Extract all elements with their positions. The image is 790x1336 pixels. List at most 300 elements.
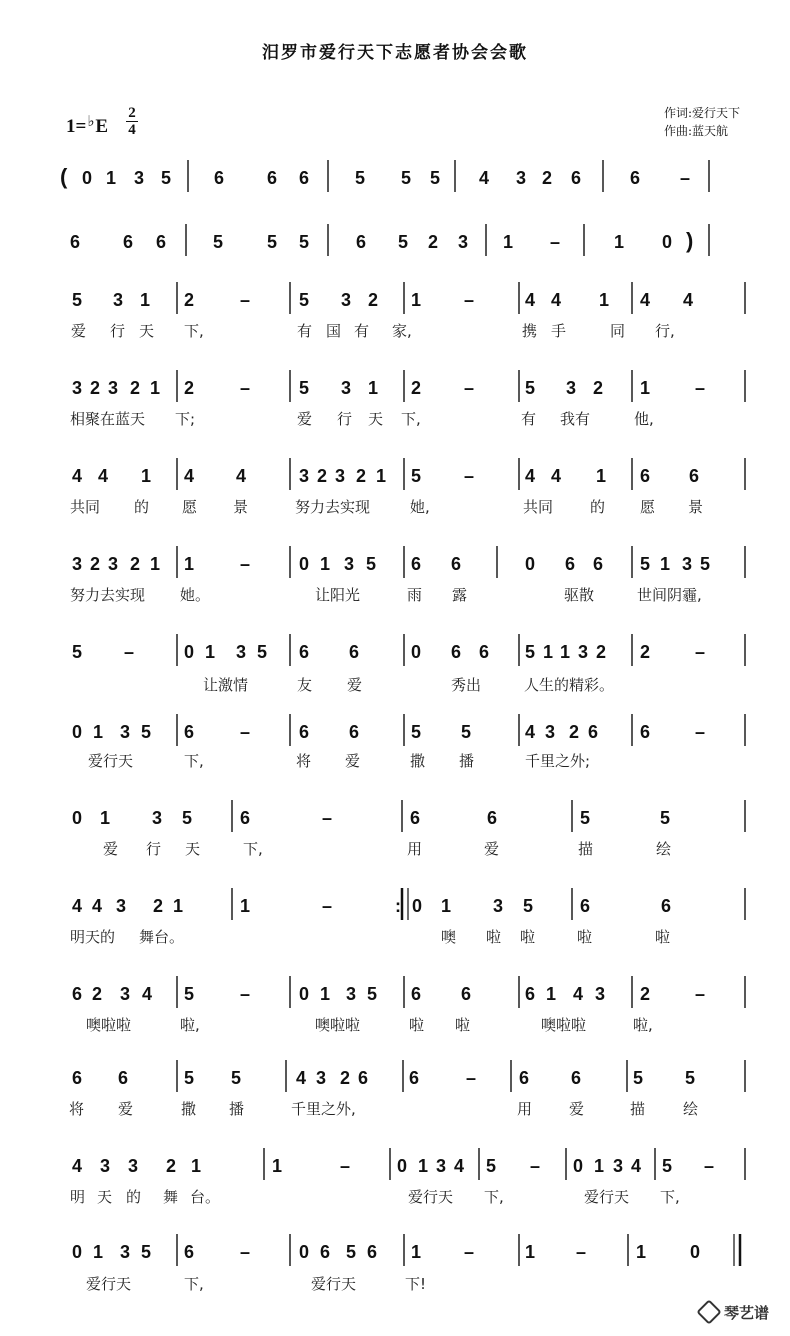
notation-svg (0, 224, 790, 284)
note: 6 (411, 554, 422, 574)
lyric-syllable: 爱 (347, 676, 363, 694)
note: 4 (525, 466, 536, 486)
lyric-syllable: 啦 (655, 928, 671, 946)
note: 0 (72, 722, 83, 742)
lyric-syllable: 撒 (181, 1100, 197, 1118)
lyric-syllable: 努力去实现 (70, 586, 146, 604)
note: 1 (636, 1242, 647, 1262)
lyric-syllable: 噢 (441, 928, 457, 946)
lyric-syllable: 爱行天 (88, 752, 134, 770)
note: 0 (299, 1242, 310, 1262)
note: 5 (184, 984, 195, 1004)
note: 5 (525, 642, 536, 662)
lyric-syllable: 绘 (683, 1100, 699, 1118)
note: 5 (461, 722, 472, 742)
lyric-syllable: 撒 (410, 752, 426, 770)
note: 3 (341, 290, 352, 310)
lyric-syllable: 爱行天 (408, 1188, 454, 1206)
notation-svg (0, 458, 790, 518)
note: 4 (72, 466, 83, 486)
lyric-syllable: 天 (139, 322, 155, 340)
lyric-syllable: 噢啦啦 (86, 1016, 132, 1034)
lyric-syllable: 携 (522, 322, 538, 340)
note: 6 (299, 642, 310, 662)
note: 5 (72, 642, 83, 662)
note: 4 (573, 984, 584, 1004)
time-signature-top: 2 (128, 105, 136, 121)
note: 6 (487, 808, 498, 828)
lyric-syllable: 啦 (520, 928, 536, 946)
time-signature (126, 105, 138, 138)
lyric-syllable: 秀出 (451, 676, 482, 694)
lyric-syllable: 播 (229, 1100, 245, 1118)
lyric-syllable: 行, (655, 322, 675, 340)
note: 3 (113, 290, 124, 310)
key-signature (66, 112, 108, 138)
lyric-syllable: 千里之外; (525, 752, 591, 770)
note: 4 (551, 466, 562, 486)
note: 0 (82, 168, 93, 188)
note: 6 (565, 554, 576, 574)
note: 3 (116, 896, 127, 916)
dash-note: – (124, 642, 135, 662)
note: 0 (184, 642, 195, 662)
song-title: 汨罗市爱行天下志愿者协会会歌 (262, 43, 528, 63)
note: 3 (108, 378, 119, 398)
composer-credit: 作曲:蓝天航 (664, 124, 729, 138)
note: 1 (594, 1156, 605, 1176)
note: 6 (640, 722, 651, 742)
note: 6 (240, 808, 251, 828)
note: 1 (503, 232, 514, 252)
note: 1 (376, 466, 387, 486)
note: 5 (401, 168, 412, 188)
note: 3 (493, 896, 504, 916)
note: 6 (451, 554, 462, 574)
dash-note: – (322, 808, 333, 828)
note: 2 (90, 554, 101, 574)
note: 6 (214, 168, 225, 188)
note: 6 (184, 1242, 195, 1262)
note: 1 (320, 554, 331, 574)
note: 0 (690, 1242, 701, 1262)
note: 5 (267, 232, 278, 252)
lyric-syllable: 有 (297, 322, 313, 340)
note: 6 (123, 232, 134, 252)
lyric-syllable: 愿 (182, 498, 198, 516)
note: 6 (525, 984, 536, 1004)
note: 1 (191, 1156, 202, 1176)
note: 4 (72, 1156, 83, 1176)
lyric-syllable: 的 (134, 498, 150, 516)
note: 1 (368, 378, 379, 398)
lyric-syllable: 明 (70, 1188, 86, 1206)
note: 3 (436, 1156, 447, 1176)
lyric-syllable: 天 (185, 840, 201, 858)
note: 1 (100, 808, 111, 828)
dash-note: – (530, 1156, 541, 1176)
lyric-syllable: 让激情 (203, 676, 249, 694)
note: 1 (599, 290, 610, 310)
dash-note: – (695, 984, 706, 1004)
note: 1 (240, 896, 251, 916)
lyric-syllable: 噢啦啦 (541, 1016, 587, 1034)
note: 1 (150, 554, 161, 574)
lyric-syllable: 下, (184, 1275, 204, 1293)
lyric-syllable: 用 (517, 1100, 533, 1118)
note: 5 (182, 808, 193, 828)
note: 2 (640, 984, 651, 1004)
lyric-syllable: 露 (452, 586, 468, 604)
lyric-syllable: 雨 (407, 586, 423, 604)
note: 0 (412, 896, 423, 916)
notation-svg (0, 888, 790, 948)
note: 1 (106, 168, 117, 188)
note: 1 (93, 722, 104, 742)
lyric-syllable: 共同 (70, 498, 101, 516)
note: 5 (685, 1068, 696, 1088)
note: 6 (349, 722, 360, 742)
note: 0 (525, 554, 536, 574)
lyric-syllable: 明天的 (70, 928, 116, 946)
note: 3 (128, 1156, 139, 1176)
note: 3 (335, 466, 346, 486)
note: 2 (411, 378, 422, 398)
notation-system (0, 160, 790, 220)
note: 6 (118, 1068, 129, 1088)
lyric-syllable: 行 (110, 322, 126, 340)
note: 2 (92, 984, 103, 1004)
note: 6 (451, 642, 462, 662)
note: 2 (184, 378, 195, 398)
note: 1 (560, 642, 571, 662)
note: 0 (573, 1156, 584, 1176)
note: 5 (72, 290, 83, 310)
lyric-syllable: 爱 (103, 840, 119, 858)
dash-note: – (340, 1156, 351, 1176)
note: 1 (546, 984, 557, 1004)
lyric-syllable: 啦 (577, 928, 593, 946)
note: 5 (411, 722, 422, 742)
note: 5 (640, 554, 651, 574)
lyric-syllable: 描 (578, 840, 594, 858)
note: ) (686, 228, 694, 253)
note: 5 (299, 290, 310, 310)
lyric-syllable: 下, (184, 322, 204, 340)
note: 0 (72, 808, 83, 828)
note: 1 (411, 290, 422, 310)
dash-note: – (240, 1242, 251, 1262)
dash-note: – (240, 378, 251, 398)
watermark-text: 琴艺谱 (724, 1304, 770, 1322)
note: 1 (272, 1156, 283, 1176)
lyric-syllable: 家, (392, 322, 412, 340)
note: 6 (461, 984, 472, 1004)
note: 4 (296, 1068, 307, 1088)
lyric-syllable: 舞 (163, 1188, 179, 1206)
lyric-syllable: 爱行天 (86, 1275, 132, 1293)
note: 1 (411, 1242, 422, 1262)
note: 4 (525, 722, 536, 742)
lyric-syllable: 下, (484, 1188, 504, 1206)
note: 6 (689, 466, 700, 486)
note: 5 (700, 554, 711, 574)
lyric-syllable: 愿 (640, 498, 656, 516)
note: 6 (571, 1068, 582, 1088)
note: 3 (545, 722, 556, 742)
lyric-syllable: 下, (243, 840, 263, 858)
note: 5 (299, 232, 310, 252)
note: 5 (662, 1156, 673, 1176)
note: 0 (299, 984, 310, 1004)
lyric-syllable: 台。 (190, 1188, 221, 1206)
lyric-syllable: 下! (405, 1275, 427, 1293)
note: 5 (346, 1242, 357, 1262)
lyric-syllable: 国 (326, 322, 342, 340)
note: 2 (593, 378, 604, 398)
note: 1 (93, 1242, 104, 1262)
notation-system (0, 634, 790, 694)
time-signature-bottom: 4 (128, 122, 136, 138)
dash-note: – (240, 554, 251, 574)
note: 5 (580, 808, 591, 828)
note: 3 (72, 378, 83, 398)
note: 1 (150, 378, 161, 398)
note: 1 (418, 1156, 429, 1176)
note: 6 (593, 554, 604, 574)
note: 4 (525, 290, 536, 310)
note: 1 (596, 466, 607, 486)
note: 6 (72, 1068, 83, 1088)
lyric-syllable: 有 (354, 322, 370, 340)
notation-svg (0, 634, 790, 694)
notation-system (0, 800, 790, 860)
lyric-syllable: 啦 (486, 928, 502, 946)
note: 6 (410, 808, 421, 828)
lyric-syllable: 努力去实现 (295, 498, 371, 516)
key-prefix: 1= (66, 116, 87, 137)
note: 6 (358, 1068, 369, 1088)
dash-note: – (576, 1242, 587, 1262)
note: 5 (660, 808, 671, 828)
lyric-syllable: 人生的精彩。 (524, 676, 615, 694)
dash-note: – (240, 290, 251, 310)
note: 5 (299, 378, 310, 398)
note: 2 (640, 642, 651, 662)
dash-note: – (464, 290, 475, 310)
lyric-syllable: 将 (69, 1100, 85, 1118)
note: 4 (640, 290, 651, 310)
note: 5 (213, 232, 224, 252)
note: 6 (479, 642, 490, 662)
note: 3 (346, 984, 357, 1004)
lyric-syllable: 将 (296, 752, 312, 770)
note: 6 (640, 466, 651, 486)
note: 1 (205, 642, 216, 662)
note: 3 (682, 554, 693, 574)
lyric-syllable: 下, (184, 752, 204, 770)
note: 2 (569, 722, 580, 742)
note: 1 (640, 378, 651, 398)
note: 3 (344, 554, 355, 574)
note: 3 (236, 642, 247, 662)
dash-note: – (240, 984, 251, 1004)
lyric-syllable: 用 (407, 840, 423, 858)
lyric-syllable: 的 (126, 1188, 142, 1206)
note: 3 (566, 378, 577, 398)
note: 2 (130, 554, 141, 574)
lyric-syllable: 爱 (118, 1100, 134, 1118)
note: 1 (614, 232, 625, 252)
note: 5 (141, 722, 152, 742)
lyric-syllable: 爱 (71, 322, 87, 340)
watermark-logo (700, 1302, 769, 1323)
lyric-syllable: 舞台。 (139, 928, 185, 946)
note: 0 (299, 554, 310, 574)
dash-note: – (704, 1156, 715, 1176)
note: 6 (299, 722, 310, 742)
lyric-syllable: 播 (459, 752, 475, 770)
lyric-syllable: 行 (146, 840, 162, 858)
note: 5 (411, 466, 422, 486)
note: 0 (397, 1156, 408, 1176)
lyric-syllable: 相聚在蓝天 (70, 410, 146, 428)
lyric-syllable: 爱 (484, 840, 500, 858)
dash-note: – (680, 168, 691, 188)
note: 6 (367, 1242, 378, 1262)
note: 5 (633, 1068, 644, 1088)
lyric-syllable: 我有 (560, 410, 591, 428)
note: 1 (320, 984, 331, 1004)
note: 3 (134, 168, 145, 188)
notation-svg (0, 800, 790, 860)
note: 6 (267, 168, 278, 188)
note: 6 (320, 1242, 331, 1262)
note: 2 (356, 466, 367, 486)
lyric-syllable: 下; (175, 410, 196, 428)
lyric-syllable: 友 (297, 676, 313, 694)
note: 2 (340, 1068, 351, 1088)
note: 5 (257, 642, 268, 662)
note: 6 (184, 722, 195, 742)
note: 2 (153, 896, 164, 916)
lyric-syllable: 爱 (569, 1100, 585, 1118)
dash-note: – (695, 722, 706, 742)
lyric-syllable: 行 (337, 410, 353, 428)
lyric-syllable: 天 (97, 1188, 113, 1206)
note: 6 (356, 232, 367, 252)
note: 3 (458, 232, 469, 252)
lyric-syllable: 爱行天 (311, 1275, 357, 1293)
lyric-syllable: 下, (660, 1188, 680, 1206)
note: 2 (542, 168, 553, 188)
logo-icon (696, 1299, 721, 1324)
note: 3 (299, 466, 310, 486)
lyric-syllable: 她, (410, 498, 430, 516)
note: 6 (661, 896, 672, 916)
lyric-syllable: 景 (688, 498, 704, 516)
note: 1 (173, 896, 184, 916)
note: : (395, 896, 401, 916)
lyric-syllable: 世间阴霾, (637, 586, 702, 604)
note: 1 (543, 642, 554, 662)
dash-note: – (464, 378, 475, 398)
lyric-syllable: 啦 (409, 1016, 425, 1034)
note: 5 (231, 1068, 242, 1088)
note: 1 (660, 554, 671, 574)
lyric-syllable: 爱 (297, 410, 313, 428)
note: 0 (411, 642, 422, 662)
lyric-syllable: 驱散 (564, 586, 595, 604)
note: 2 (428, 232, 439, 252)
lyric-syllable: 下, (401, 410, 421, 428)
lyric-syllable: 让阳光 (315, 586, 361, 604)
lyric-syllable: 啦, (633, 1016, 653, 1034)
note: 0 (72, 1242, 83, 1262)
lyric-syllable: 手 (551, 322, 567, 340)
dash-note: – (322, 896, 333, 916)
note: 5 (161, 168, 172, 188)
note: 6 (349, 642, 360, 662)
note: 6 (409, 1068, 420, 1088)
note: 4 (142, 984, 153, 1004)
note: 3 (316, 1068, 327, 1088)
lyric-syllable: 她。 (180, 586, 211, 604)
note: 6 (519, 1068, 530, 1088)
note: 2 (184, 290, 195, 310)
lyric-syllable: 共同 (523, 498, 554, 516)
lyric-syllable: 爱行天 (584, 1188, 630, 1206)
notation-system (0, 458, 790, 518)
lyric-syllable: 啦 (455, 1016, 471, 1034)
note: 5 (355, 168, 366, 188)
note: 4 (236, 466, 247, 486)
note: 5 (523, 896, 534, 916)
note: 2 (166, 1156, 177, 1176)
notation-system (0, 224, 790, 284)
dash-note: – (464, 466, 475, 486)
note: 4 (479, 168, 490, 188)
note: 6 (411, 984, 422, 1004)
note: 2 (130, 378, 141, 398)
note: 6 (571, 168, 582, 188)
note: 1 (441, 896, 452, 916)
note: 6 (630, 168, 641, 188)
note: 0 (662, 232, 673, 252)
note: 3 (341, 378, 352, 398)
flat-sign: ♭ (87, 114, 95, 130)
note: 6 (299, 168, 310, 188)
lyric-syllable: 天 (368, 410, 384, 428)
note: 4 (551, 290, 562, 310)
note: 5 (367, 984, 378, 1004)
note: 3 (152, 808, 163, 828)
note: 5 (525, 378, 536, 398)
note: 1 (140, 290, 151, 310)
notation-system (0, 888, 790, 948)
notation-svg (0, 160, 790, 220)
dash-note: – (464, 1242, 475, 1262)
dash-note: – (240, 722, 251, 742)
lyric-syllable: 千里之外, (291, 1100, 356, 1118)
note: 3 (120, 1242, 131, 1262)
note: 6 (588, 722, 599, 742)
note: 4 (184, 466, 195, 486)
note: 3 (100, 1156, 111, 1176)
dash-note: – (695, 642, 706, 662)
lyric-syllable: 爱 (345, 752, 361, 770)
note: 5 (141, 1242, 152, 1262)
